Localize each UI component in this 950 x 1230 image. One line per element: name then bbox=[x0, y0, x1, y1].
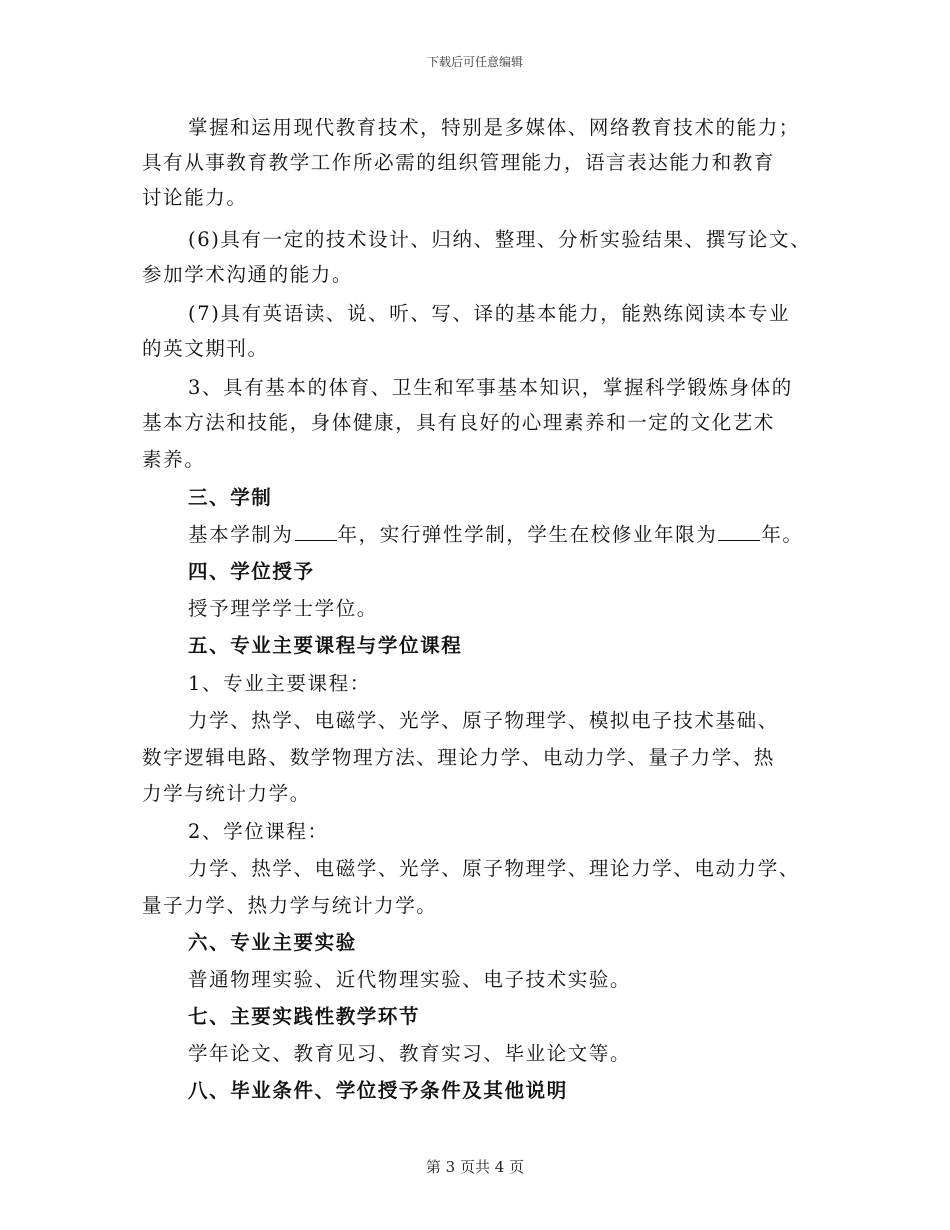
page-footer: 第 3 页共 4 页 bbox=[425, 1158, 525, 1176]
paragraph-line: 3、具有基本的体育、卫生和军事基本知识，掌握科学锻炼身体的 bbox=[188, 376, 793, 399]
paragraph-line: 力学、热学、电磁学、光学、原子物理学、理论力学、电动力学、 bbox=[188, 857, 800, 880]
paragraph-line: 讨论能力。 bbox=[142, 186, 248, 209]
paragraph-line: 力学与统计力学。 bbox=[142, 782, 311, 805]
paragraph-line: 量子力学、热力学与统计力学。 bbox=[142, 894, 438, 917]
paragraph-line: (6)具有一定的技术设计、归纳、整理、分析实验结果、撰写论文、 bbox=[188, 228, 812, 251]
paragraph-line: 素养。 bbox=[142, 448, 206, 471]
paragraph-line: 普通物理实验、近代物理实验、电子技术实验。 bbox=[188, 968, 632, 991]
section-heading: 六、专业主要实验 bbox=[188, 931, 357, 954]
paragraph-line: 掌握和运用现代教育技术，特别是多媒体、网络教育技术的能力； bbox=[188, 116, 800, 139]
section-heading: 三、学制 bbox=[188, 486, 273, 509]
paragraph-line: 学年论文、教育见习、教育实习、毕业论文等。 bbox=[188, 1042, 632, 1065]
paragraph-line: (7)具有英语读、说、听、写、译的基本能力，能熟练阅读本专业 bbox=[188, 302, 791, 325]
fill-in-blank bbox=[718, 522, 760, 541]
text-segment: 基本学制为 bbox=[188, 523, 294, 546]
paragraph-line bbox=[188, 522, 804, 547]
fill-in-blank bbox=[295, 522, 337, 541]
section-heading: 八、毕业条件、学位授予条件及其他说明 bbox=[188, 1079, 568, 1102]
paragraph-line: 具有从事教育教学工作所必需的组织管理能力，语言表达能力和教育 bbox=[142, 151, 776, 174]
section-heading: 七、主要实践性教学环节 bbox=[188, 1005, 421, 1028]
paragraph-line: 基本方法和技能，身体健康，具有良好的心理素养和一定的文化艺术 bbox=[142, 411, 776, 434]
text-segment: 年，实行弹性学制，学生在校修业年限为 bbox=[337, 523, 718, 546]
text-segment: 年。 bbox=[761, 523, 804, 546]
subheading: 1、专业主要课程： bbox=[188, 672, 371, 695]
subheading: 2、学位课程： bbox=[188, 820, 329, 843]
paragraph-line: 参加学术沟通的能力。 bbox=[142, 263, 354, 286]
paragraph-line: 的英文期刊。 bbox=[142, 337, 269, 360]
paragraph-line: 数字逻辑电路、数学物理方法、理论力学、电动力学、量子力学、热 bbox=[142, 746, 776, 769]
page-header: 下载后可任意编辑 bbox=[426, 55, 523, 69]
paragraph-line: 授予理学学士学位。 bbox=[188, 597, 378, 620]
section-heading: 五、专业主要课程与学位课程 bbox=[188, 634, 463, 657]
paragraph-line: 力学、热学、电磁学、光学、原子物理学、模拟电子技术基础、 bbox=[188, 709, 779, 732]
section-heading: 四、学位授予 bbox=[188, 560, 315, 583]
